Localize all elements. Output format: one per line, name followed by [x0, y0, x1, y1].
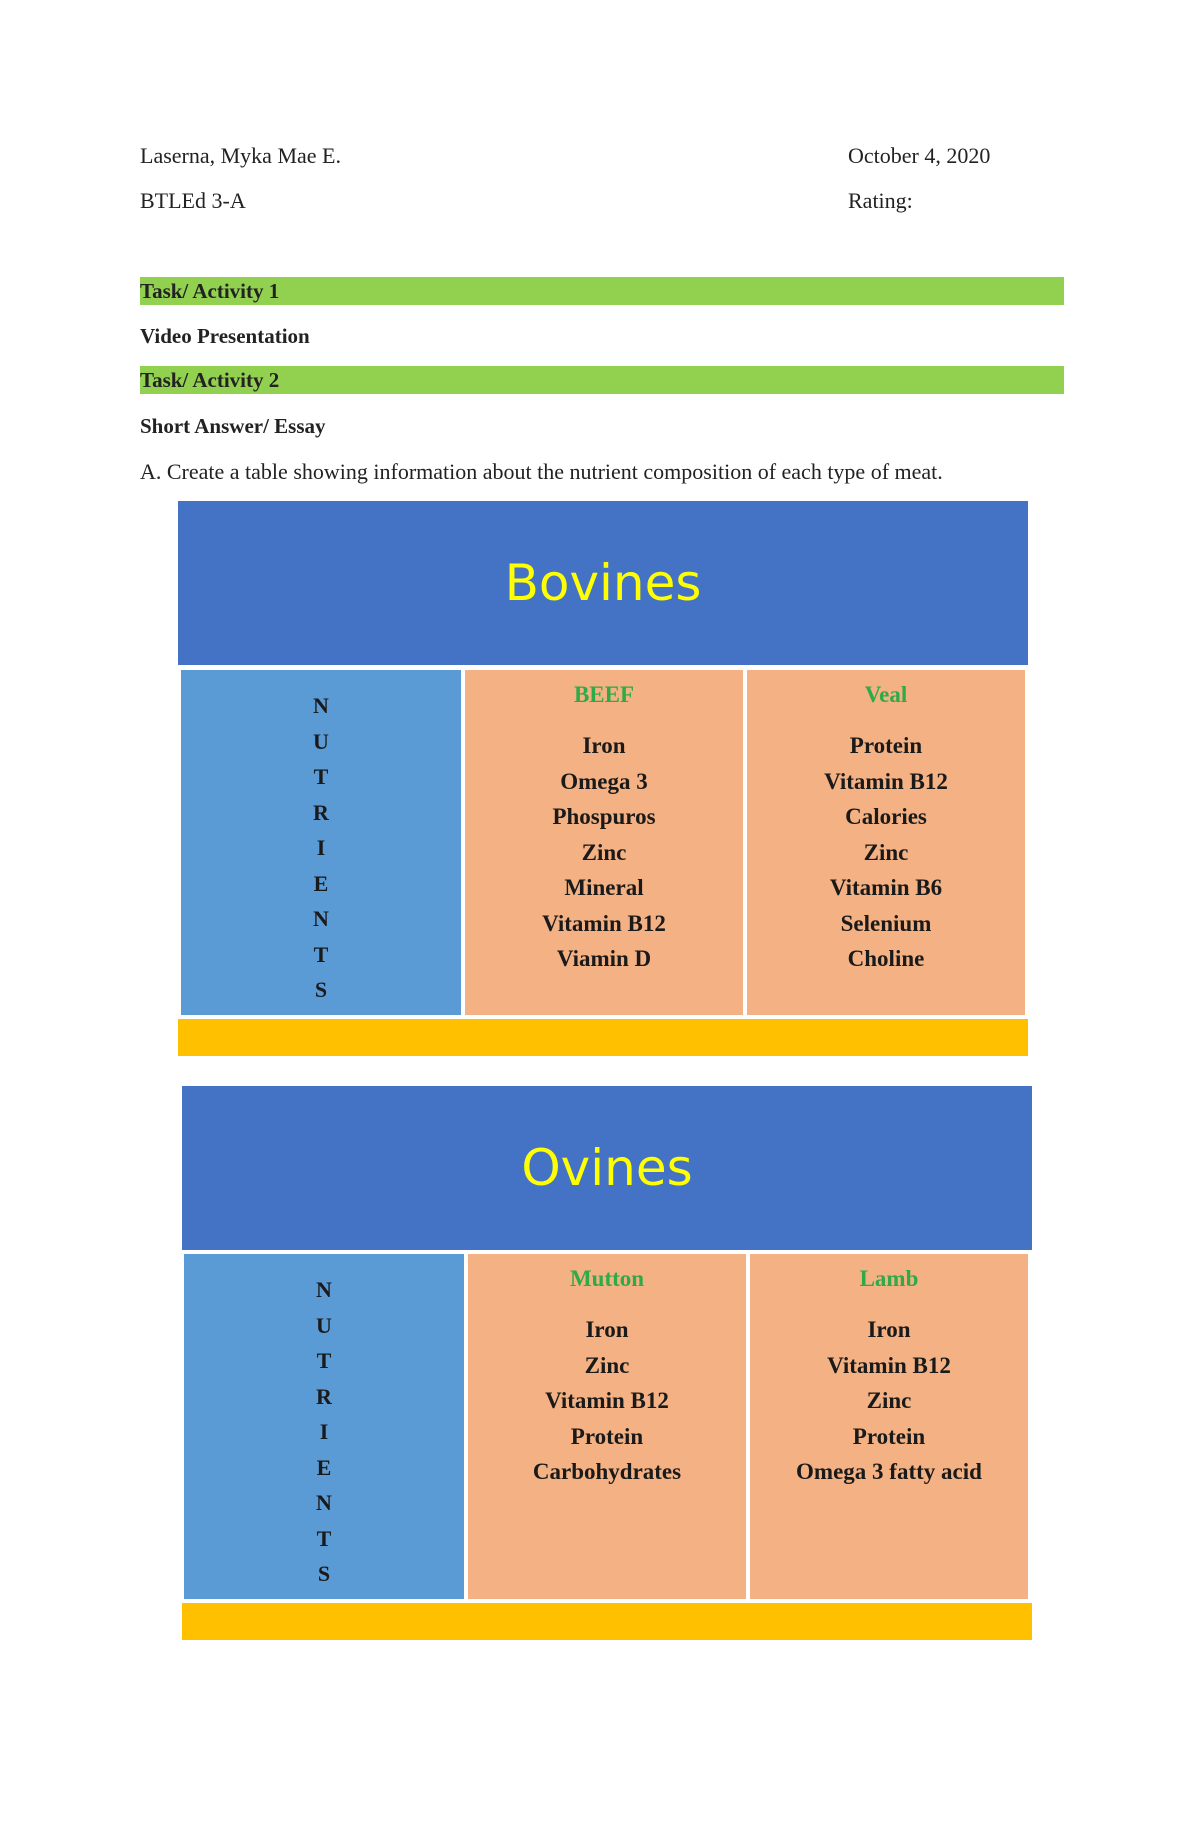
list-item: Carbohydrates [532, 1459, 682, 1484]
bovines-banner [178, 501, 1028, 665]
task-2-content: Short Answer/ Essay [140, 414, 326, 438]
nutrients-letter: T [316, 1348, 332, 1373]
nutrients-letter: U [316, 1312, 332, 1338]
task-2-instruction: A. Create a table showing information about the nutrient composition of each type of meat. [140, 459, 943, 484]
course-section: BTLEd 3-A [140, 188, 246, 213]
nutrients-letter: E [316, 1454, 332, 1480]
list-item: Vitamin B12 [824, 768, 948, 794]
rating-label: Rating: [848, 188, 913, 213]
nutrients-letter: S [314, 977, 328, 1002]
bovines-title: Bovines [504, 554, 702, 612]
list-item: Vitamin B12 [827, 1352, 951, 1378]
nutrients-letter: N [316, 1490, 332, 1515]
list-item: Mineral [564, 875, 644, 900]
nutrients-letter: I [316, 835, 326, 860]
list-item: Omega 3 fatty acid [796, 1459, 982, 1484]
ovines-banner [182, 1086, 1032, 1250]
list-item: Iron [867, 1317, 911, 1342]
task-1-label: Task/ Activity 1 [140, 279, 280, 303]
nutrients-letter: U [313, 728, 329, 754]
list-item: Phospuros [552, 804, 656, 829]
nutrients-letter: N [316, 1277, 332, 1302]
bovines-footer-bar [178, 1019, 1028, 1056]
list-item: Vitamin B12 [545, 1388, 669, 1413]
veal-header: Veal [864, 682, 908, 707]
nutrients-letter: R [313, 799, 329, 825]
student-name: Laserna, Myka Mae E. [140, 143, 341, 168]
nutrients-letter: E [313, 870, 329, 896]
list-item: Vitamin B12 [542, 910, 666, 936]
nutrients-letter: S [317, 1561, 331, 1586]
nutrients-letter: T [316, 1525, 332, 1551]
nutrients-letter: N [313, 906, 329, 931]
list-item: Protein [852, 1423, 926, 1449]
ovines-title: Ovines [521, 1139, 693, 1197]
list-item: Calories [845, 804, 927, 829]
mutton-cell [468, 1254, 746, 1599]
mutton-header: Mutton [569, 1266, 645, 1291]
nutrients-letter: N [313, 693, 329, 718]
list-item: Iron [585, 1317, 629, 1342]
list-item: Zinc [581, 839, 627, 865]
nutrients-letter: R [316, 1383, 332, 1409]
lamb-header: Lamb [859, 1266, 919, 1291]
list-item: Selenium [840, 910, 932, 936]
beef-header: BEEF [573, 682, 635, 707]
list-item: Choline [847, 946, 925, 971]
list-item: Zinc [863, 839, 909, 865]
lamb-cell [750, 1254, 1028, 1599]
list-item: Zinc [866, 1388, 912, 1413]
list-item: Iron [582, 733, 626, 758]
list-item: Viamin D [556, 946, 652, 971]
list-item: Protein [570, 1423, 644, 1449]
task-1-content: Video Presentation [140, 324, 310, 348]
list-item: Protein [849, 733, 923, 758]
submission-date: October 4, 2020 [848, 143, 991, 168]
ovines-nutrients-cell [184, 1254, 464, 1599]
nutrients-letter: T [313, 764, 329, 789]
veal-cell [747, 670, 1025, 1015]
nutrients-letter: T [313, 941, 329, 967]
task-1-heading [140, 277, 1064, 305]
beef-cell [465, 670, 743, 1015]
bovines-nutrients-cell [181, 670, 461, 1015]
task-2-heading [140, 366, 1064, 394]
list-item: Vitamin B6 [829, 875, 943, 900]
list-item: Zinc [584, 1352, 630, 1378]
task-2-label: Task/ Activity 2 [140, 368, 280, 392]
ovines-footer-bar [182, 1603, 1032, 1640]
list-item: Omega 3 [560, 768, 648, 794]
nutrients-letter: I [319, 1419, 329, 1444]
